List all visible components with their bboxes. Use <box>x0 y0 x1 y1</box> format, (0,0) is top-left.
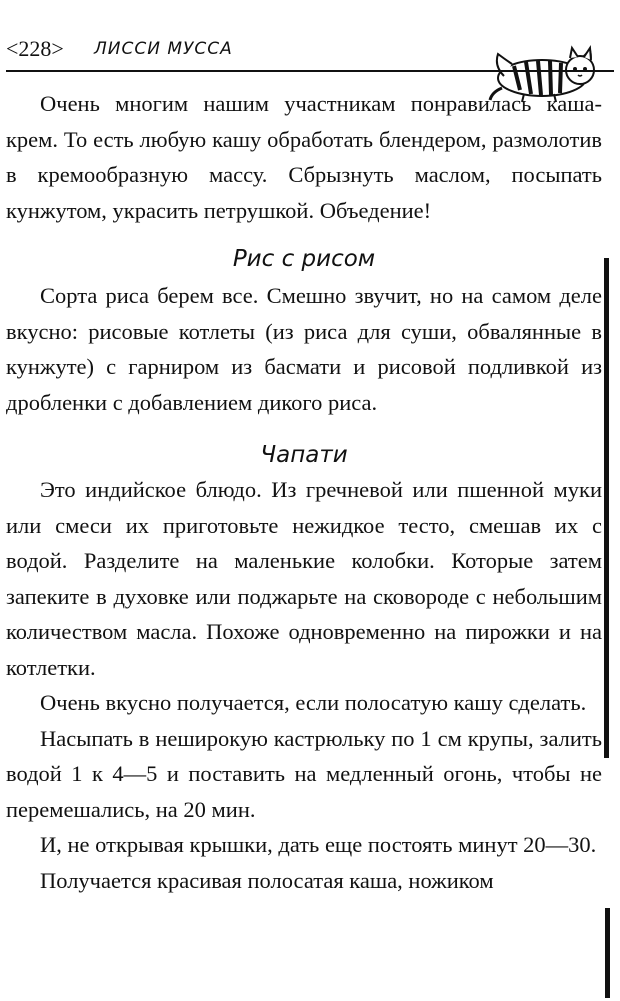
chapati-paragraph: Получается красивая полосатая каша, ножиком <box>40 867 494 893</box>
page-number: <228> <box>6 36 64 61</box>
page-header <box>6 34 606 74</box>
intro-paragraph: Очень многим нашим участникам понравилась каша-крем. То есть любую кашу обработать блендером, размолотив в кремообразную массу. Сбрызнуть маслом, посыпать кунжутом, украсить петрушкой. Объедение! <box>6 91 602 223</box>
page-edge-mark <box>604 258 609 758</box>
section-heading-rice: Рис с рисом <box>232 246 376 272</box>
page-edge-mark <box>605 908 610 998</box>
chapati-paragraph: Насыпать в неширокую кастрюльку по 1 см крупы, залить водой 1 к 4—5 и поставить на медленный огонь, чтобы не перемешались, на 20 мин. <box>6 725 602 822</box>
chapati-paragraph: И, не открывая крышки, дать еще постоять минут 20—30. <box>40 832 597 857</box>
page-body <box>6 86 602 898</box>
running-title: ЛИССИ МУССА <box>94 39 233 59</box>
header-rule <box>6 70 614 72</box>
rice-paragraph: Сорта риса берем все. Смешно звучит, но на самом деле вкусно: рисовые котлеты (из риса для суши, обвалянные в кунжуте) с гарниром из басмати и рисовой подливкой из дробленки с добавлением дикого риса. <box>6 283 602 415</box>
chapati-paragraph: Очень вкусно получается, если полосатую кашу сделать. <box>40 690 587 715</box>
section-heading-chapati: Чапати <box>260 442 348 468</box>
chapati-paragraph: Это индийское блюдо. Из гречневой или пшенной муки или смеси их приготовьте нежидкое тесто, смешав их с водой. Разделите на маленькие колобки. Которые затем запеките в духовке или поджарьте на сковороде с небольшим количеством масла. Похоже одновременно на пирожки и на котлетки. <box>6 477 602 680</box>
